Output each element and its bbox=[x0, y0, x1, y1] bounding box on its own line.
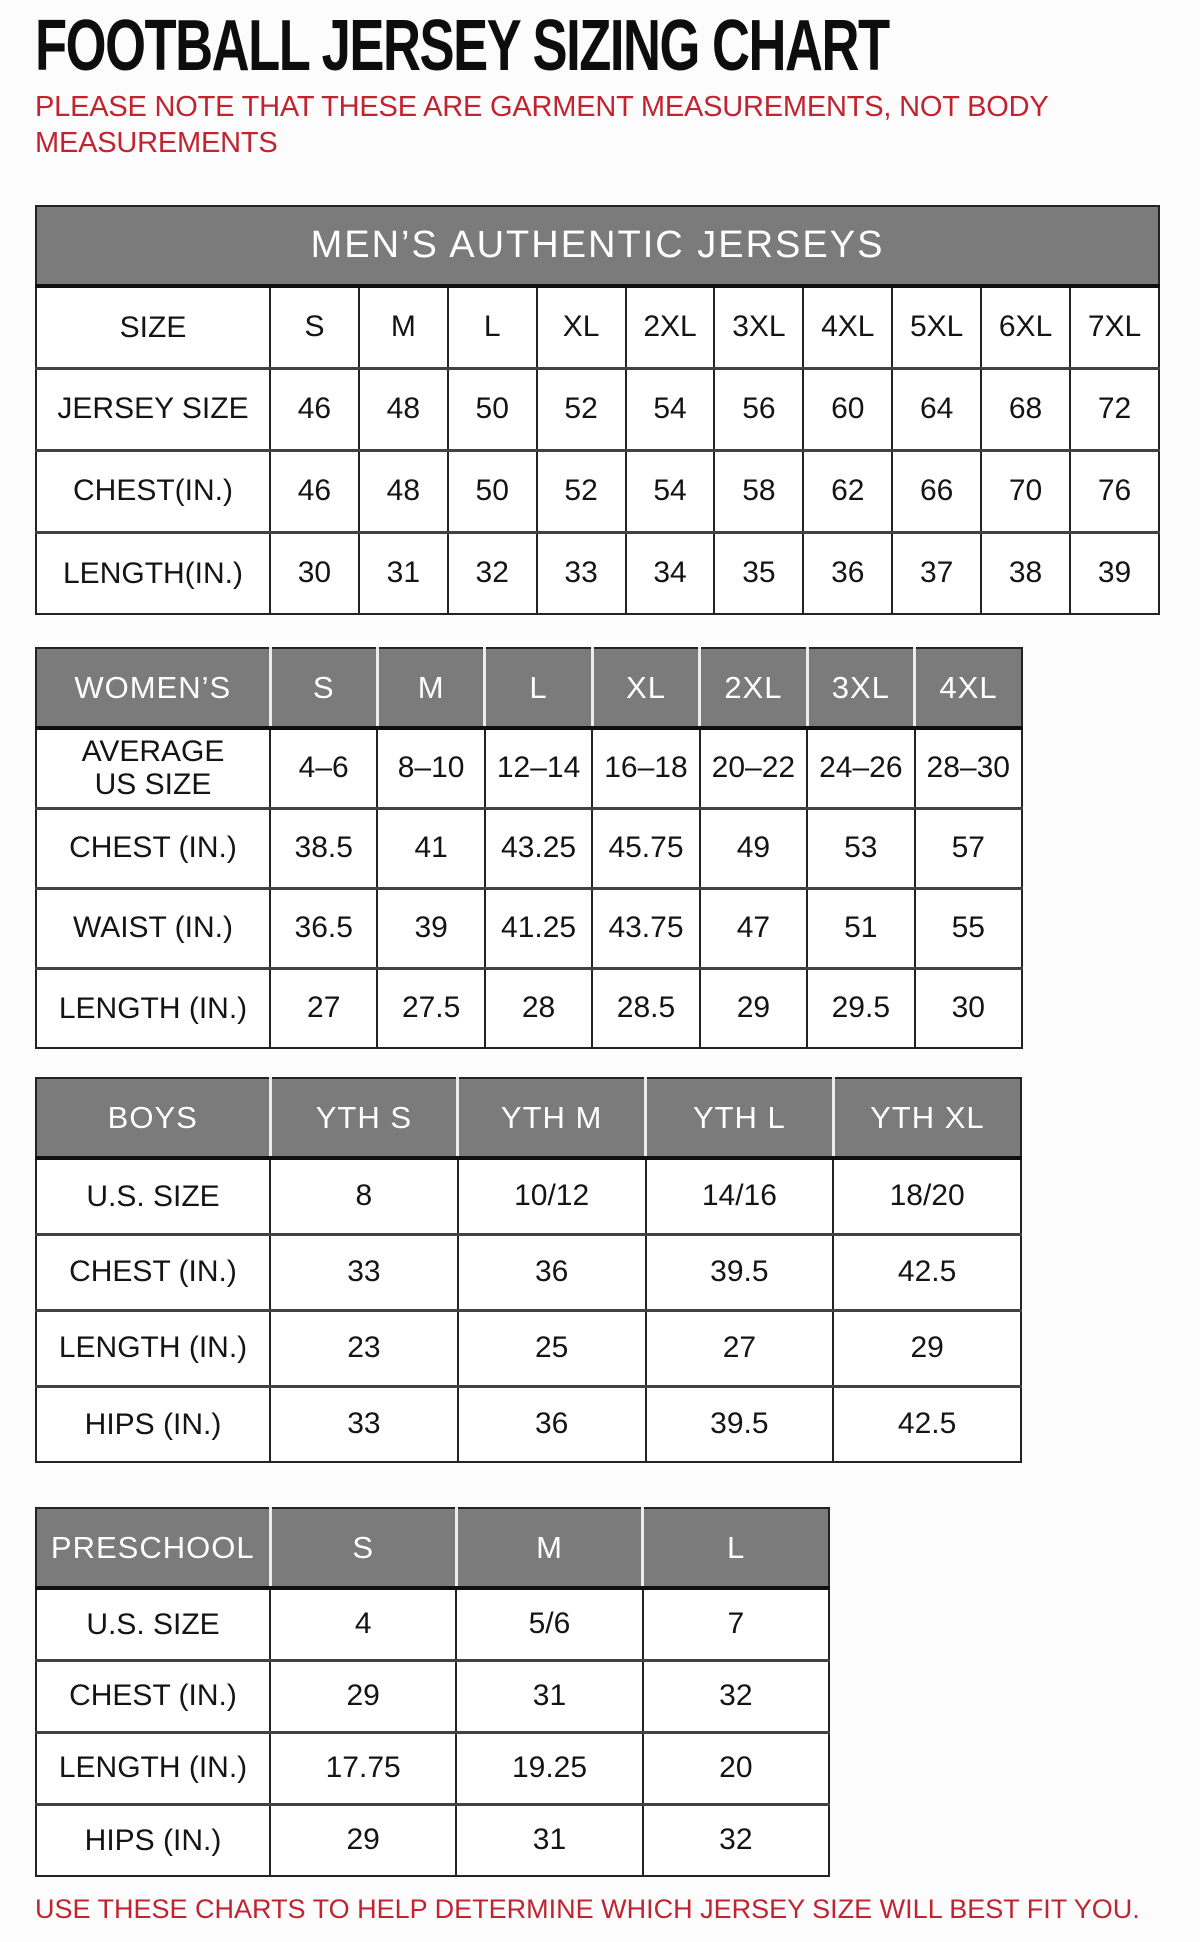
cell: 4XL bbox=[803, 286, 892, 368]
cell: 16–18 bbox=[592, 728, 699, 808]
table-row bbox=[36, 1158, 1021, 1234]
row-label-line: JERSEY SIZE bbox=[57, 392, 249, 426]
cell: 28 bbox=[485, 968, 592, 1048]
table-row bbox=[36, 1660, 829, 1732]
cell: 54 bbox=[626, 368, 715, 450]
row-label bbox=[36, 368, 270, 450]
row-label bbox=[36, 286, 270, 368]
cell: 34 bbox=[626, 532, 715, 614]
row-label bbox=[36, 1588, 270, 1660]
cell: 5XL bbox=[892, 286, 981, 368]
cell: 47 bbox=[700, 888, 807, 968]
cell: 8–10 bbox=[377, 728, 484, 808]
cell: 46 bbox=[270, 450, 359, 532]
cell: 43.25 bbox=[485, 808, 592, 888]
row-label-line: CHEST (IN.) bbox=[69, 1679, 237, 1713]
column-header: L bbox=[643, 1508, 829, 1588]
table-row bbox=[36, 1234, 1021, 1310]
cell: 14/16 bbox=[646, 1158, 834, 1234]
column-header: M bbox=[456, 1508, 642, 1588]
table-title: MEN’S AUTHENTIC JERSEYS bbox=[36, 206, 1159, 286]
row-label bbox=[36, 1234, 270, 1310]
cell: 7XL bbox=[1070, 286, 1159, 368]
cell: 28.5 bbox=[592, 968, 699, 1048]
cell: 72 bbox=[1070, 368, 1159, 450]
page-title bbox=[35, 6, 1165, 86]
cell: 39 bbox=[377, 888, 484, 968]
cell: 45.75 bbox=[592, 808, 699, 888]
cell: 43.75 bbox=[592, 888, 699, 968]
cell: 4–6 bbox=[270, 728, 377, 808]
cell: 32 bbox=[643, 1804, 829, 1876]
cell: 58 bbox=[714, 450, 803, 532]
boys-table bbox=[35, 1077, 1022, 1463]
row-label bbox=[36, 968, 270, 1048]
cell: 12–14 bbox=[485, 728, 592, 808]
row-label-line: CHEST(IN.) bbox=[73, 474, 233, 508]
column-header: S bbox=[270, 1508, 456, 1588]
row-label-line: LENGTH (IN.) bbox=[58, 991, 248, 1025]
cell: L bbox=[448, 286, 537, 368]
cell: 29 bbox=[270, 1804, 456, 1876]
mens-table bbox=[35, 205, 1160, 615]
table-row bbox=[36, 808, 1022, 888]
garment-note-line-2: MEASUREMENTS bbox=[35, 126, 278, 159]
cell: 51 bbox=[807, 888, 914, 968]
cell: 7 bbox=[643, 1588, 829, 1660]
row-label-line: U.S. SIZE bbox=[86, 1607, 220, 1641]
cell: 20 bbox=[643, 1732, 829, 1804]
table-row bbox=[36, 1386, 1021, 1462]
cell: 33 bbox=[270, 1234, 458, 1310]
row-label bbox=[36, 1310, 270, 1386]
row-label bbox=[36, 532, 270, 614]
row-label-line: CHEST (IN.) bbox=[69, 1255, 237, 1289]
row-label-line: HIPS (IN.) bbox=[84, 1407, 222, 1441]
cell: 70 bbox=[981, 450, 1070, 532]
cell: 42.5 bbox=[833, 1386, 1021, 1462]
table-row bbox=[36, 286, 1159, 368]
row-label bbox=[36, 1804, 270, 1876]
table-header-row bbox=[36, 1508, 829, 1588]
cell: 3XL bbox=[714, 286, 803, 368]
cell: 24–26 bbox=[807, 728, 914, 808]
cell: 37 bbox=[892, 532, 981, 614]
row-label-line: U.S. SIZE bbox=[86, 1179, 220, 1213]
preschool-table bbox=[35, 1507, 830, 1877]
cell: 52 bbox=[537, 368, 626, 450]
cell: 50 bbox=[448, 368, 537, 450]
cell: 54 bbox=[626, 450, 715, 532]
row-label bbox=[36, 1386, 270, 1462]
garment-note-line-1: PLEASE NOTE THAT THESE ARE GARMENT MEASUREMENTS, NOT BODY bbox=[35, 91, 1049, 124]
table-header-label: PRESCHOOL bbox=[36, 1508, 270, 1588]
cell: 6XL bbox=[981, 286, 1070, 368]
cell: 53 bbox=[807, 808, 914, 888]
cell: XL bbox=[537, 286, 626, 368]
cell: 39 bbox=[1070, 532, 1159, 614]
row-label bbox=[36, 888, 270, 968]
cell: 76 bbox=[1070, 450, 1159, 532]
row-label-line: LENGTH (IN.) bbox=[58, 1331, 248, 1365]
cell: 2XL bbox=[626, 286, 715, 368]
column-header: XL bbox=[592, 648, 699, 728]
cell: 30 bbox=[915, 968, 1022, 1048]
cell: 28–30 bbox=[915, 728, 1022, 808]
cell: 68 bbox=[981, 368, 1070, 450]
cell: 30 bbox=[270, 532, 359, 614]
row-label bbox=[36, 728, 270, 808]
row-label-line: CHEST (IN.) bbox=[69, 831, 237, 865]
cell: 23 bbox=[270, 1310, 458, 1386]
cell: 29 bbox=[270, 1660, 456, 1732]
cell: 32 bbox=[643, 1660, 829, 1732]
table-row bbox=[36, 1310, 1021, 1386]
cell: 50 bbox=[448, 450, 537, 532]
cell: 33 bbox=[537, 532, 626, 614]
cell: 10/12 bbox=[458, 1158, 646, 1234]
column-header: 2XL bbox=[700, 648, 807, 728]
womens-sizing-table-section bbox=[35, 647, 1165, 1049]
table-row bbox=[36, 532, 1159, 614]
cell: 8 bbox=[270, 1158, 458, 1234]
garment-note bbox=[35, 90, 1165, 161]
row-label bbox=[36, 1660, 270, 1732]
cell: 33 bbox=[270, 1386, 458, 1462]
cell: 55 bbox=[915, 888, 1022, 968]
cell: 4 bbox=[270, 1588, 456, 1660]
table-row bbox=[36, 968, 1022, 1048]
cell: 17.75 bbox=[270, 1732, 456, 1804]
cell: 66 bbox=[892, 450, 981, 532]
table-header-label: BOYS bbox=[36, 1078, 270, 1158]
column-header: 4XL bbox=[915, 648, 1022, 728]
cell: 49 bbox=[700, 808, 807, 888]
cell: 42.5 bbox=[833, 1234, 1021, 1310]
cell: 39.5 bbox=[646, 1234, 834, 1310]
cell: M bbox=[359, 286, 448, 368]
cell: 36 bbox=[458, 1386, 646, 1462]
row-label-line: HIPS (IN.) bbox=[84, 1823, 222, 1857]
row-label bbox=[36, 450, 270, 532]
cell: 25 bbox=[458, 1310, 646, 1386]
column-header: YTH XL bbox=[833, 1078, 1021, 1158]
row-label-line: WAIST (IN.) bbox=[73, 911, 233, 945]
cell: 57 bbox=[915, 808, 1022, 888]
column-header: YTH S bbox=[270, 1078, 458, 1158]
row-label-line: LENGTH(IN.) bbox=[63, 556, 243, 590]
column-header: YTH M bbox=[458, 1078, 646, 1158]
cell: 48 bbox=[359, 368, 448, 450]
column-header: YTH L bbox=[646, 1078, 834, 1158]
cell: 56 bbox=[714, 368, 803, 450]
cell: 32 bbox=[448, 532, 537, 614]
table-row bbox=[36, 450, 1159, 532]
row-label bbox=[36, 1732, 270, 1804]
row-label-line: SIZE bbox=[119, 310, 187, 344]
cell: 20–22 bbox=[700, 728, 807, 808]
cell: 41.25 bbox=[485, 888, 592, 968]
table-row bbox=[36, 1732, 829, 1804]
table-title-row bbox=[36, 206, 1159, 286]
row-label-line: US SIZE bbox=[94, 768, 212, 802]
row-label bbox=[36, 1158, 270, 1234]
row-label-line: AVERAGE bbox=[81, 734, 225, 768]
cell: 64 bbox=[892, 368, 981, 450]
cell: 31 bbox=[456, 1804, 642, 1876]
cell: 18/20 bbox=[833, 1158, 1021, 1234]
cell: 36 bbox=[458, 1234, 646, 1310]
cell: 31 bbox=[359, 532, 448, 614]
table-row bbox=[36, 368, 1159, 450]
cell: 60 bbox=[803, 368, 892, 450]
cell: 35 bbox=[714, 532, 803, 614]
cell: 29.5 bbox=[807, 968, 914, 1048]
cell: 5/6 bbox=[456, 1588, 642, 1660]
cell: 62 bbox=[803, 450, 892, 532]
column-header: L bbox=[485, 648, 592, 728]
cell: 29 bbox=[833, 1310, 1021, 1386]
footer-note: USE THESE CHARTS TO HELP DETERMINE WHICH JERSEY SIZE WILL BEST FIT YOU. bbox=[35, 1894, 1140, 1925]
cell: 29 bbox=[700, 968, 807, 1048]
table-header-row bbox=[36, 1078, 1021, 1158]
table-header-label: WOMEN’S bbox=[36, 648, 270, 728]
page-title-text: FOOTBALL JERSEY SIZING CHART bbox=[35, 6, 889, 86]
cell: S bbox=[270, 286, 359, 368]
row-label bbox=[36, 808, 270, 888]
column-header: M bbox=[377, 648, 484, 728]
cell: 27.5 bbox=[377, 968, 484, 1048]
table-row bbox=[36, 1804, 829, 1876]
table-row bbox=[36, 888, 1022, 968]
preschool-sizing-table-section bbox=[35, 1507, 1165, 1877]
cell: 46 bbox=[270, 368, 359, 450]
row-label-line: LENGTH (IN.) bbox=[58, 1751, 248, 1785]
column-header: S bbox=[270, 648, 377, 728]
cell: 38.5 bbox=[270, 808, 377, 888]
cell: 27 bbox=[646, 1310, 834, 1386]
mens-authentic-jerseys-table-section bbox=[35, 205, 1165, 615]
cell: 38 bbox=[981, 532, 1070, 614]
cell: 27 bbox=[270, 968, 377, 1048]
cell: 41 bbox=[377, 808, 484, 888]
cell: 36.5 bbox=[270, 888, 377, 968]
table-header-row bbox=[36, 648, 1022, 728]
cell: 52 bbox=[537, 450, 626, 532]
cell: 36 bbox=[803, 532, 892, 614]
table-row bbox=[36, 1588, 829, 1660]
boys-sizing-table-section bbox=[35, 1077, 1165, 1463]
cell: 39.5 bbox=[646, 1386, 834, 1462]
table-row bbox=[36, 728, 1022, 808]
column-header: 3XL bbox=[807, 648, 914, 728]
cell: 48 bbox=[359, 450, 448, 532]
cell: 31 bbox=[456, 1660, 642, 1732]
cell: 19.25 bbox=[456, 1732, 642, 1804]
womens-table bbox=[35, 647, 1023, 1049]
